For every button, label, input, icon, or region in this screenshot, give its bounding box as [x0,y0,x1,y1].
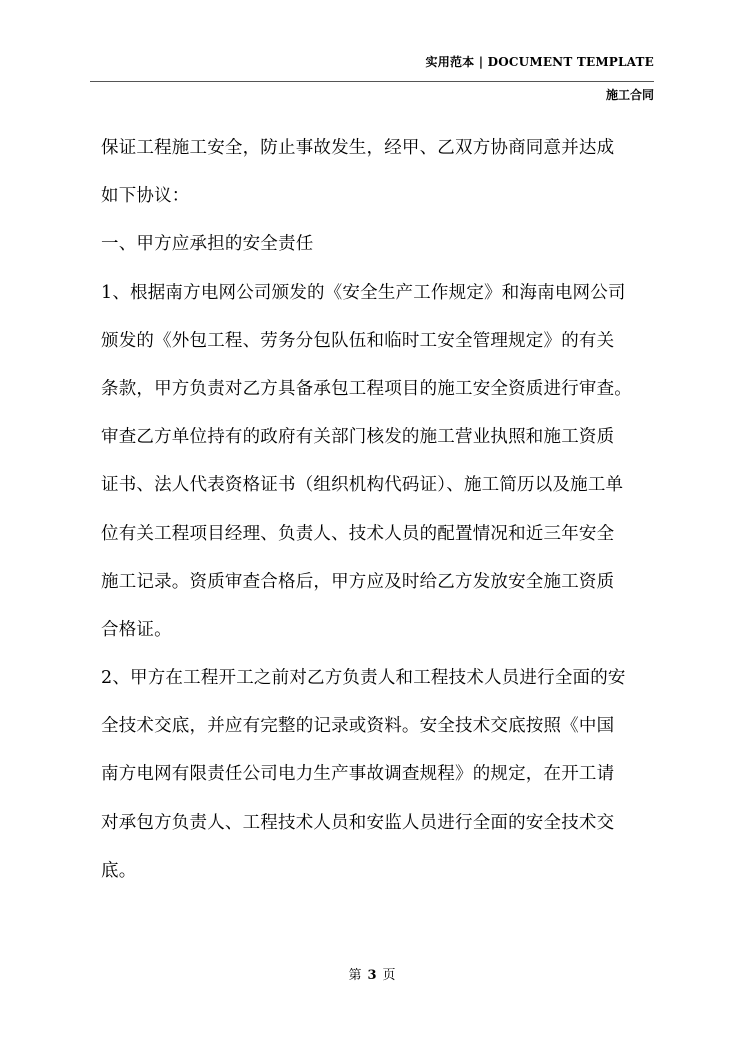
page-number-prefix: 第 [348,968,362,983]
header-divider [90,81,654,82]
body-line: 证书、法人代表资格证书（组织机构代码证）、施工简历以及施工单 [101,475,624,496]
body-line: 南方电网有限责任公司电力生产事故调查规程》的规定，在开工请 [101,764,615,785]
body-line: 保证工程施工安全，防止事故发生，经甲、乙双方协商同意并达成 [101,138,615,158]
page-footer [0,964,744,983]
body-line: 全技术交底，并应有完整的记录或资料。安全技术交底按照《中国 [101,716,615,737]
body-line: 施工记录。资质审查合格后，甲方应及时给乙方发放安全施工资质 [101,571,615,592]
body-line: 底。 [101,860,137,881]
body-line: 1、根据南方电网公司颁发的《安全生产工作规定》和海南电网公司 [101,282,626,303]
body-line: 2、甲方在工程开工之前对乙方负责人和工程技术人员进行全面的安 [101,668,626,689]
document-body [101,138,667,909]
body-line: 位有关工程项目经理、负责人、技术人员的配置情况和近三年安全 [101,523,615,544]
section-heading: 一、甲方应承担的安全责任 [101,234,314,255]
header-document-template-label: 实用范本 | DOCUMENT TEMPLATE [425,55,654,69]
body-line: 条款，甲方负责对乙方具备承包工程项目的施工安全资质进行审查。 [101,378,632,399]
body-line: 颁发的《外包工程、劳务分包队伍和临时工安全管理规定》的有关 [101,330,615,351]
page-number-suffix: 页 [382,968,396,983]
body-line: 对承包方负责人、工程技术人员和安监人员进行全面的安全技术交 [101,812,615,833]
page-number: 3 [367,968,377,983]
body-line: 如下协议： [101,186,190,207]
body-line: 审查乙方单位持有的政府有关部门核发的施工营业执照和施工资质 [101,427,615,448]
header-section-label: 施工合同 [605,88,654,102]
body-line: 合格证。 [101,619,172,640]
